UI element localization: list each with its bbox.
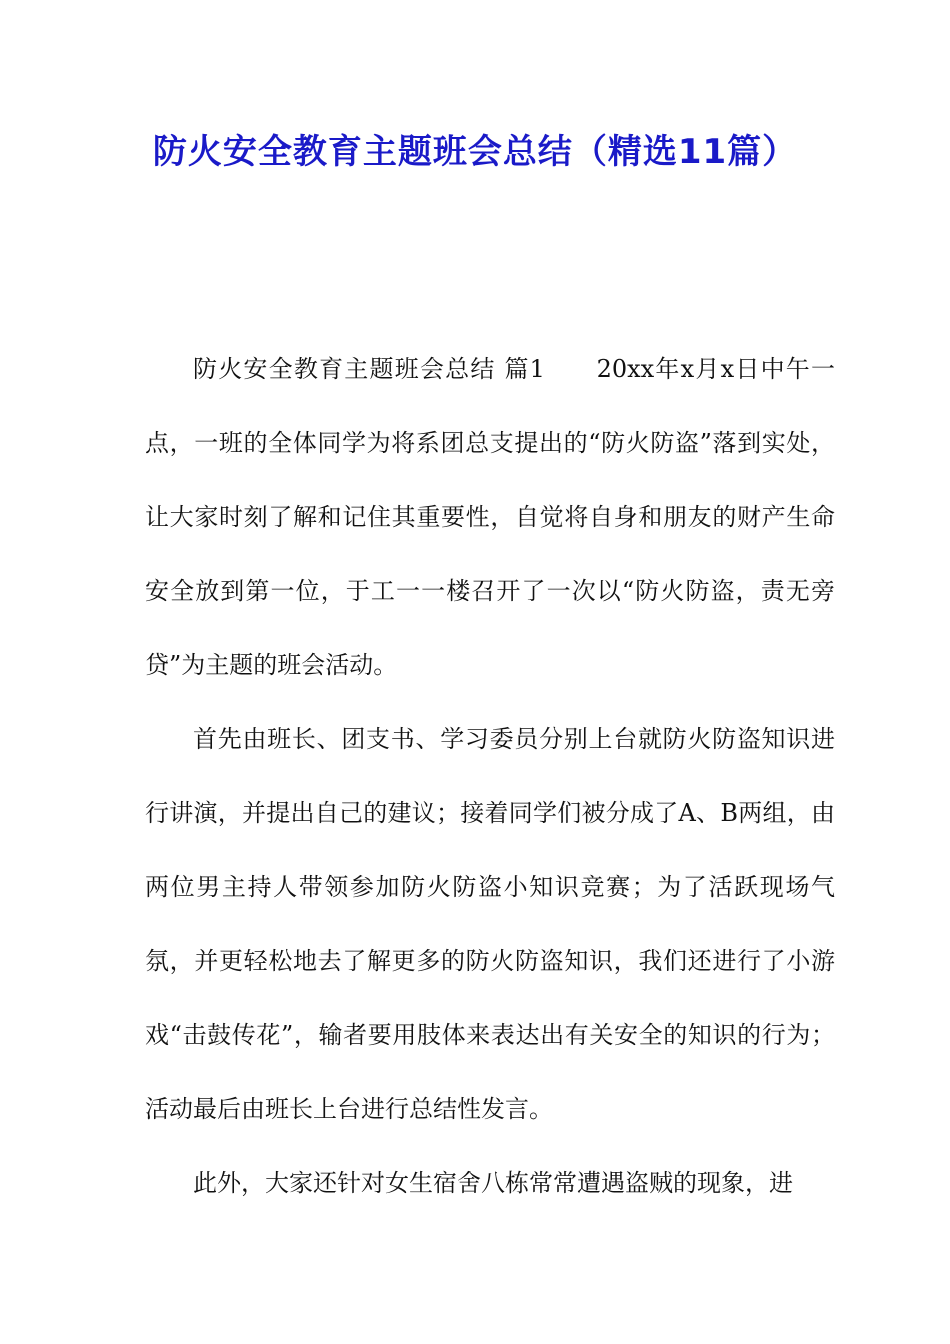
- paragraph-3: 此外，大家还针对女生宿舍八栋常常遭遇盗贼的现象，进: [193, 1169, 793, 1197]
- paragraph-1: 防火安全教育主题班会总结 篇1 20xx年x月x日中午一点，一班的全体同学为将系团总支提出的“防火防盗”落到实处，让大家时刻了解和记住其重要性，自觉将自身和朋友的财产生命安全放到第一位，于工一一楼召开了一次以“防火防盗，责无旁贷”为主题的班会活动。: [145, 355, 835, 679]
- paragraph-2: 首先由班长、团支书、学习委员分别上台就防火防盗知识进行讲演，并提出自己的建议；接着同学们被分成了A、B两组，由两位男主持人带领参加防火防盗小知识竞赛；为了活跃现场气氛，并更轻松地去了解更多的防火防盗知识，我们还进行了小游戏“击鼓传花”，输者要用肢体来表达出有关安全的知识的行为；活动最后由班长上台进行总结性发言。: [145, 725, 835, 1123]
- document-title: 防火安全教育主题班会总结（精选11篇）: [152, 132, 798, 172]
- document-body: [145, 332, 835, 1220]
